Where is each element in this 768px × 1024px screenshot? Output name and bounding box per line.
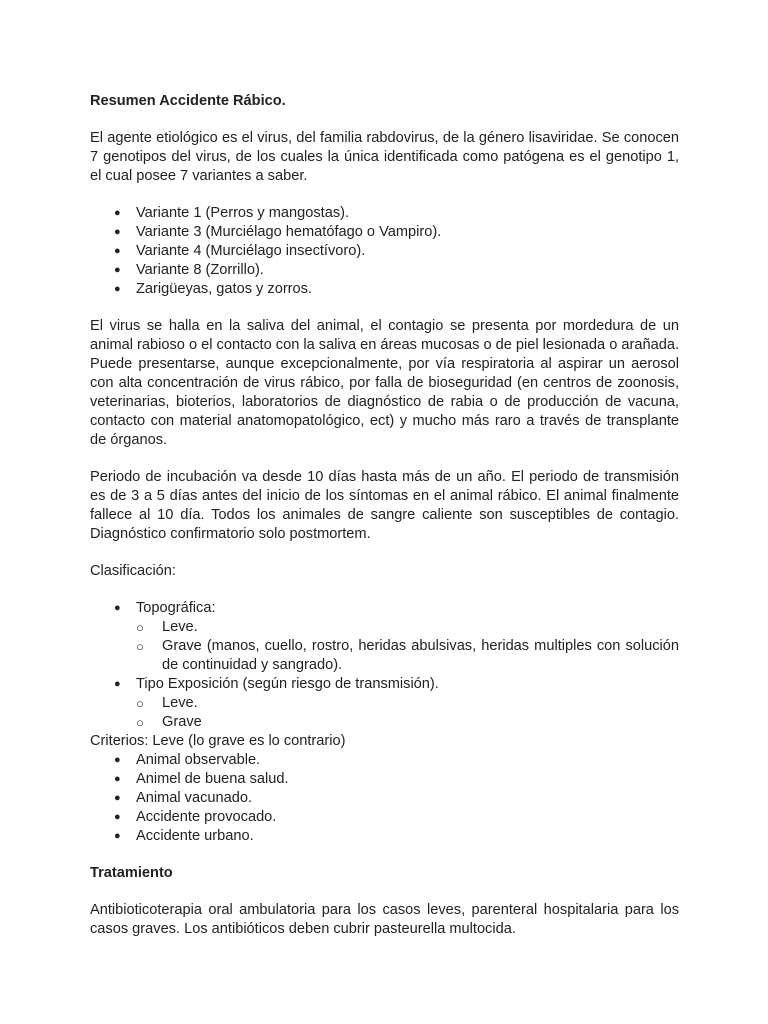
classification-heading: Clasificación: <box>90 563 176 579</box>
document-content <box>90 92 679 957</box>
circle-bullet-icon: ○ <box>136 620 144 635</box>
list-item: ○ Grave <box>136 714 202 730</box>
bullet-icon: ● <box>114 602 121 614</box>
list-item: ● Animal observable. <box>114 752 261 768</box>
classification-list <box>90 599 679 732</box>
bullet-icon: ● <box>114 830 121 842</box>
classification-exposicion: ● Tipo Exposición (según riesgo de transmisión). ○ Leve. ○ Grave <box>90 675 679 732</box>
topografica-sublist <box>136 618 679 675</box>
list-item: ○ Leve. <box>136 695 198 711</box>
treatment-paragraph: Antibioticoterapia oral ambulatoria para los casos leves, parenteral hospitalaria para los casos graves. Los antibióticos deben cubrir pasteurella multocida. <box>90 902 679 937</box>
document-title: Resumen Accidente Rábico. <box>90 93 286 109</box>
bullet-icon: ● <box>114 811 121 823</box>
intro-paragraph: El agente etiológico es el virus, del familia rabdovirus, de la género lisaviridae. Se conocen 7 genotipos del virus, de los cuales la única identificada como patógena es el genotipo 1, el cual posee 7 variantes a saber. <box>90 130 679 184</box>
transmission-paragraph: El virus se halla en la saliva del animal, el contagio se presenta por mordedura de un animal rabioso o el contacto con la saliva en áreas mucosas o de piel lesionada o arañada. Puede presentarse, aunque excepcionalmente, por vía respiratoria al aspirar un aerosol con alta concentración de virus rábico, por falla de bioseguridad (en centros de zoonosis, veterinarias, bioterios, laboratorios de diagnóstico de rabia o de producción de vacuna, contacto con material anatomopatológico, ect) y mucho más raro a través de transplante de órganos. <box>90 318 679 448</box>
incubation-paragraph: Periodo de incubación va desde 10 días hasta más de un año. El periodo de transmisión es de 3 a 5 días antes del inicio de los síntomas en el animal rábico. El animal finalmente fallece al 10 día. Todos los animales de sangre caliente son susceptibles de contagio. Diagnóstico confirmatorio solo postmortem. <box>90 469 679 542</box>
list-item: ● Variante 4 (Murciélago insectívoro). <box>114 243 366 259</box>
variants-list <box>90 204 679 299</box>
bullet-icon: ● <box>114 754 121 766</box>
classification-topografica: ● Topográfica: ○ Leve. ○ Grave (manos, cuello, rostro, heridas abulsivas, heridas multiples con solución de continuidad y sangrado). <box>114 600 679 673</box>
bullet-icon: ● <box>114 226 121 238</box>
criteria-heading: Criterios: Leve (lo grave es lo contrario) <box>90 733 346 749</box>
list-item: ● Variante 8 (Zorrillo). <box>114 262 264 278</box>
criteria-list <box>90 751 679 846</box>
treatment-heading: Tratamiento <box>90 865 173 881</box>
circle-bullet-icon: ○ <box>136 715 144 730</box>
list-item: ● Animel de buena salud. <box>114 771 289 787</box>
bullet-icon: ● <box>114 245 121 257</box>
bullet-icon: ● <box>114 678 121 690</box>
bullet-icon: ● <box>114 792 121 804</box>
circle-bullet-icon: ○ <box>136 696 144 711</box>
list-item: ● Accidente provocado. <box>114 809 277 825</box>
list-item: ● Zarigüeyas, gatos y zorros. <box>114 281 313 297</box>
circle-bullet-icon: ○ <box>136 639 144 654</box>
bullet-icon: ● <box>114 773 121 785</box>
list-item: ● Accidente urbano. <box>114 828 254 844</box>
bullet-icon: ● <box>114 264 121 276</box>
list-item: ○ Leve. <box>136 619 198 635</box>
list-item: ● Variante 1 (Perros y mangostas). <box>114 205 350 221</box>
list-item: ○ Grave (manos, cuello, rostro, heridas abulsivas, heridas multiples con solución de continuidad y sangrado). <box>136 638 679 673</box>
bullet-icon: ● <box>114 207 121 219</box>
exposicion-sublist <box>136 694 679 732</box>
list-item: ● Variante 3 (Murciélago hematófago o Vampiro). <box>114 224 442 240</box>
bullet-icon: ● <box>114 283 121 295</box>
list-item: ● Animal vacunado. <box>114 790 253 806</box>
